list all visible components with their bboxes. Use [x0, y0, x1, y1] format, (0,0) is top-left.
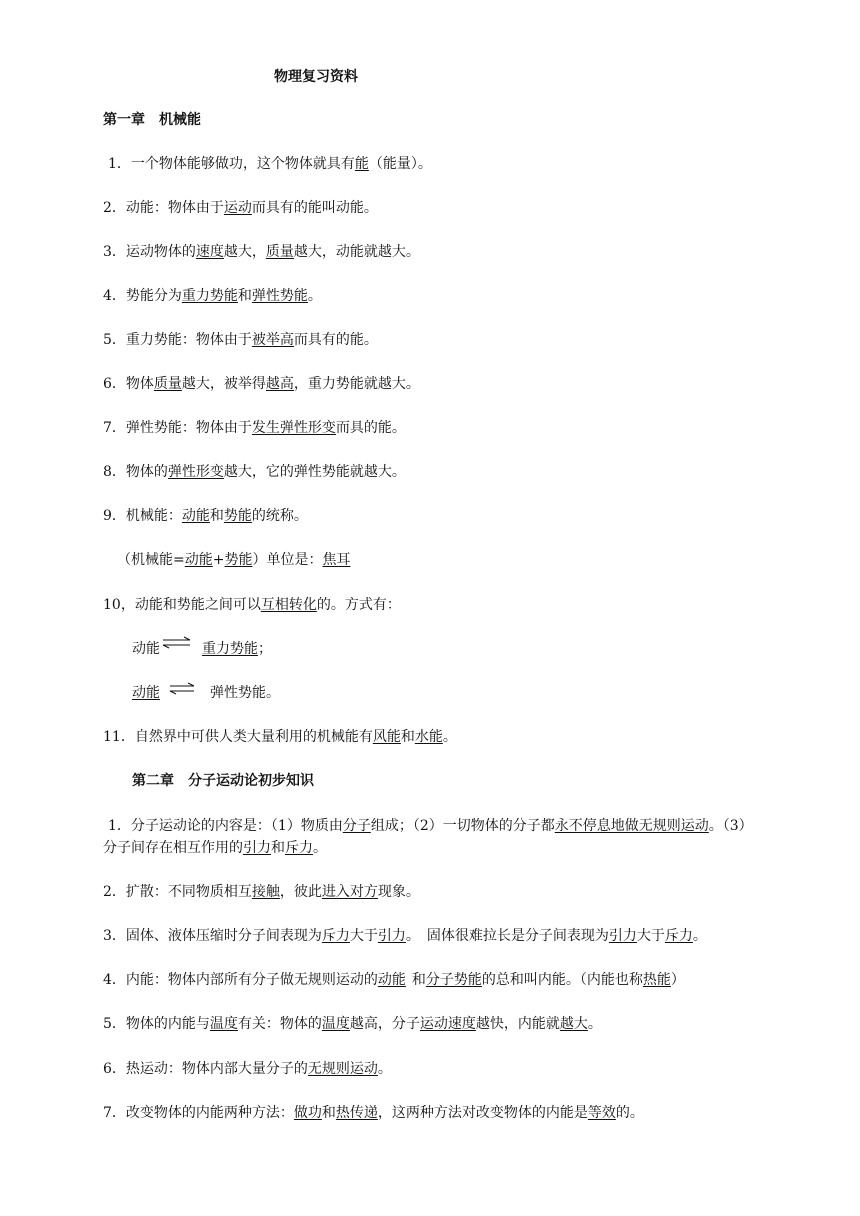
- text: ）单位是：: [252, 552, 323, 568]
- conversion-row-gravity: [132, 640, 272, 658]
- text: 和: [411, 972, 426, 988]
- underlined-term: 斥力: [285, 840, 313, 856]
- text: 越大，它的弹性势能就越大。: [223, 464, 406, 480]
- underlined-term: 风能: [372, 729, 401, 745]
- underlined-term: 运动速度: [419, 1016, 476, 1032]
- text: 11．自然界中可供人类大量利用的机械能有: [103, 729, 373, 745]
- underlined-term: 水能: [414, 729, 443, 745]
- text: 5．重力势能：物体由于: [103, 332, 252, 348]
- text: 组成；（2）一切物体的分子都: [370, 818, 555, 834]
- underlined-term: 斥力: [664, 928, 693, 944]
- ch2-item-1: [108, 817, 753, 835]
- text: 有关：物体的: [237, 1016, 322, 1032]
- text: 分子间存在相互作用的: [103, 840, 243, 856]
- text: 3．固体、液体压缩时分子间表现为: [103, 928, 322, 944]
- underlined-term: 越大: [559, 1016, 588, 1032]
- text: 9．机械能：: [103, 508, 182, 524]
- underlined-term: 进入对方: [321, 884, 378, 900]
- underlined-term: 无规则运动: [307, 1061, 378, 1077]
- text: 7．改变物体的内能两种方法：: [103, 1105, 294, 1121]
- text: 。: [313, 840, 327, 856]
- text: ，重力势能就越大。: [293, 376, 420, 392]
- text: 6．热运动：物体内部大量分子的: [103, 1061, 308, 1077]
- text: 和: [271, 840, 285, 856]
- text: 。: [587, 1016, 602, 1032]
- text: 越大，动能就越大。: [293, 244, 420, 260]
- underlined-term: 分子势能: [425, 972, 482, 988]
- text: 和: [400, 729, 415, 745]
- ch1-item-6: [103, 375, 420, 393]
- text: （能量）。: [368, 156, 432, 172]
- underlined-term: 永不停息地做无规则运动: [554, 818, 709, 834]
- text: 10，动能和势能之间可以: [103, 597, 261, 613]
- text: 和: [237, 288, 252, 304]
- underlined-term: 弹性势能: [251, 288, 308, 304]
- underlined-term: 斥力: [321, 928, 350, 944]
- underlined-term: 重力势能: [202, 641, 258, 657]
- underlined-term: 动能: [181, 508, 210, 524]
- text: 的。方式有：: [316, 597, 401, 613]
- underlined-term: 热传递: [335, 1105, 378, 1121]
- ch1-item-9-formula: [117, 551, 350, 569]
- text: 的统称。: [251, 508, 308, 524]
- underlined-term: 质量: [265, 244, 294, 260]
- underlined-term: 能: [354, 156, 369, 172]
- ch1-item-11: [103, 728, 457, 746]
- underlined-term: 被举高: [251, 332, 294, 348]
- text: 8．物体的: [103, 464, 168, 480]
- text: ；: [258, 641, 272, 657]
- text: 而具的能。: [335, 420, 406, 436]
- text: 大于: [636, 928, 665, 944]
- ch1-item-9: [103, 507, 308, 525]
- underlined-term: 动能: [184, 552, 213, 568]
- text: 的总和叫内能。（内能也称: [481, 972, 643, 988]
- ch1-item-1: [108, 155, 432, 173]
- ch2-item-5: [103, 1015, 602, 1033]
- reversible-arrow-icon: [162, 636, 192, 650]
- chapter-1-heading: 第一章 机械能: [103, 112, 201, 128]
- underlined-term: 焦耳: [322, 552, 351, 568]
- text: 4．内能：物体内部所有分子做无规则运动的: [103, 972, 378, 988]
- text: 和: [321, 1105, 336, 1121]
- text: 大于: [349, 928, 378, 944]
- ch1-item-7: [103, 419, 406, 437]
- ch1-item-3: [103, 243, 420, 261]
- ch2-item-4: [103, 971, 685, 989]
- text: 。: [692, 928, 707, 944]
- ch2-item-1-cont: [103, 839, 327, 857]
- text: 1．分子运动论的内容是：（1）物质由: [108, 818, 343, 834]
- chapter-2-heading: 第二章 分子运动论初步知识: [132, 773, 314, 789]
- text: 2．动能：物体由于: [103, 200, 224, 216]
- ch1-item-8: [103, 463, 406, 481]
- text: 动能: [132, 641, 160, 657]
- text: 6．物体: [103, 376, 154, 392]
- text: 3．运动物体的: [103, 244, 196, 260]
- underlined-term: 引力: [377, 928, 406, 944]
- underlined-term: 动能: [377, 972, 406, 988]
- underlined-term: 发生弹性形变: [251, 420, 336, 436]
- text: 1．一个物体能够做功，这个物体就具有: [108, 156, 355, 172]
- text: +: [212, 552, 225, 568]
- text: ，彼此: [279, 884, 322, 900]
- text: （机械能=: [117, 552, 185, 568]
- underlined-term: 等效: [587, 1105, 616, 1121]
- underlined-term: 做功: [293, 1105, 322, 1121]
- text: 5．物体的内能与: [103, 1016, 210, 1032]
- text: 越大，被举得: [181, 376, 266, 392]
- text: 2．扩散：不同物质相互: [103, 884, 252, 900]
- underlined-term: 互相转化: [260, 597, 317, 613]
- underlined-term: 接触: [251, 884, 280, 900]
- underlined-term: 弹性形变: [167, 464, 224, 480]
- text: 和: [209, 508, 224, 524]
- ch1-item-10: [103, 596, 401, 614]
- text: 。: [377, 1061, 392, 1077]
- underlined-term: 动能: [132, 685, 160, 701]
- ch1-item-4: [103, 287, 322, 305]
- text: 。（3）: [708, 818, 753, 834]
- underlined-term: 势能: [223, 508, 252, 524]
- underlined-term: 势能: [224, 552, 253, 568]
- underlined-term: 引力: [243, 840, 271, 856]
- text: 越快，内能就: [475, 1016, 560, 1032]
- underlined-term: 重力势能: [181, 288, 238, 304]
- underlined-term: 速度: [195, 244, 224, 260]
- text: 越高，分子: [349, 1016, 420, 1032]
- text: 而具有的能叫动能。: [251, 200, 378, 216]
- underlined-term: 引力: [608, 928, 637, 944]
- text: ，这两种方法对改变物体的内能是: [377, 1105, 588, 1121]
- text: 。 固体很难拉长是分子间表现为: [405, 928, 609, 944]
- ch1-item-2: [103, 199, 378, 217]
- text: 7．弹性势能：物体由于: [103, 420, 252, 436]
- conversion-row-elastic: [132, 684, 280, 702]
- reversible-arrow-icon: [168, 682, 198, 696]
- text: 越大，: [223, 244, 266, 260]
- ch2-item-6: [103, 1060, 392, 1078]
- underlined-term: 温度: [321, 1016, 350, 1032]
- underlined-term: 温度: [209, 1016, 238, 1032]
- text: 。: [442, 729, 457, 745]
- underlined-term: 运动: [223, 200, 252, 216]
- text: 而具有的能。: [293, 332, 378, 348]
- text: ）: [670, 972, 685, 988]
- ch2-item-7: [103, 1104, 644, 1122]
- text: 4．势能分为: [103, 288, 182, 304]
- ch2-item-3: [103, 927, 707, 945]
- underlined-term: 分子: [342, 818, 371, 834]
- text: 弹性势能。: [210, 685, 280, 701]
- text: 现象。: [377, 884, 420, 900]
- text: 的。: [615, 1105, 644, 1121]
- ch1-item-5: [103, 331, 378, 349]
- underlined-term: 越高: [265, 376, 294, 392]
- text: 。: [307, 288, 322, 304]
- ch2-item-2: [103, 883, 420, 901]
- underlined-term: 质量: [153, 376, 182, 392]
- underlined-term: 热能: [642, 972, 671, 988]
- page-title: 物理复习资料: [274, 69, 358, 85]
